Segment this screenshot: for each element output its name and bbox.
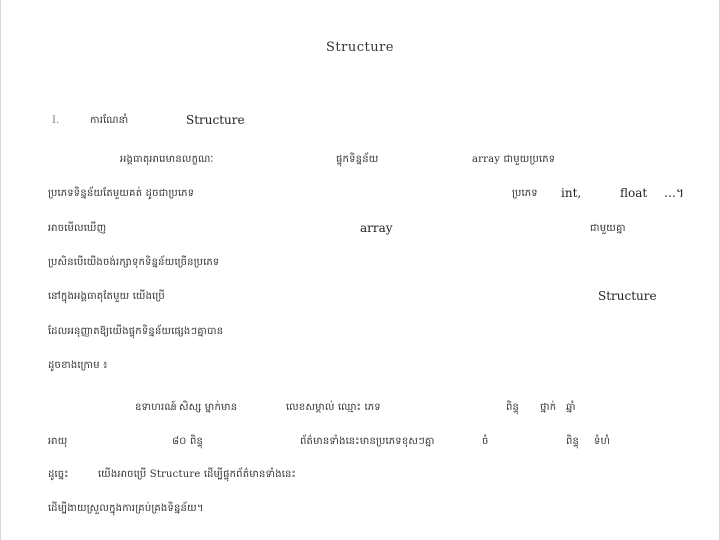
text-fragment: ព័ត៌មានទាំងនេះមានប្រភេទខុសៗគ្នា — [300, 436, 435, 447]
text-fragment: array ជាមួយប្រភេទ — [472, 154, 556, 165]
text-fragment: ប្រភេទទិន្នន័យតែមួយគត់ ដូចជាប្រភេទ — [48, 188, 195, 199]
text-fragment: លេខសម្គាល់ ឈ្មោះ ភេទ — [286, 402, 381, 413]
text-fragment: អង្គធាតុអារេមានលក្ខណៈ — [120, 154, 214, 165]
section-heading: Structure — [186, 113, 245, 127]
text-fragment: ៨០ ពិន្ទុ — [172, 436, 204, 447]
text-fragment: ថ្នាក់ — [540, 402, 557, 413]
text-fragment: ឧទាហរណ៍ — [135, 402, 177, 413]
text-fragment: array — [360, 221, 393, 235]
text-fragment: អាចមើលឃើញ — [48, 223, 107, 234]
text-fragment: …។ — [664, 186, 684, 200]
text-fragment: យើងអាចប្រើ Structure ដើម្បីផ្ទុកព័ត៌មានទាំងនេះ — [98, 469, 296, 480]
text-fragment: int, — [561, 186, 582, 200]
text-fragment: ដូច្នេះ — [48, 469, 69, 480]
text-fragment: ពិន្ទុ — [506, 402, 520, 413]
text-fragment: ជាមួយគ្នា — [590, 223, 626, 234]
section-number: I. — [52, 115, 60, 126]
text-fragment: ទំហំ — [594, 436, 611, 447]
text-fragment: float — [620, 186, 648, 200]
text-fragment: ប្រភេទ — [512, 188, 538, 199]
text-fragment: ពិន្ទុ — [566, 436, 580, 447]
text-fragment: ប្រសិនបើយើងចង់រក្សាទុកទិន្នន័យច្រើនប្រភេទ — [48, 257, 220, 268]
text-fragment: ចំ — [482, 436, 489, 447]
text-fragment: ឆ្នាំ — [566, 402, 576, 413]
text-fragment: ដែលអនុញ្ញាតឱ្យយើងផ្ទុកទិន្នន័យផ្សេងៗគ្នាបាន — [48, 326, 224, 337]
text-fragment: នៅក្នុងអង្គធាតុតែមួយ យើងប្រើ — [48, 291, 165, 302]
text-fragment: អាយុ — [48, 436, 68, 447]
text-fragment: ការណែនាំ — [90, 115, 129, 126]
slide-title: Structure — [325, 40, 394, 55]
text-fragment: ដូចខាងក្រោម ៖ — [48, 360, 108, 371]
text-fragment: ផ្ទុកទិន្នន័យ — [336, 154, 379, 165]
text-fragment: Structure — [598, 289, 657, 303]
slide-left-border — [0, 0, 1, 540]
text-fragment: ដើម្បីងាយស្រួលក្នុងការគ្រប់គ្រងទិន្នន័យ។ — [48, 503, 204, 514]
text-fragment: : សិស្ស ម្នាក់មាន — [172, 402, 238, 413]
